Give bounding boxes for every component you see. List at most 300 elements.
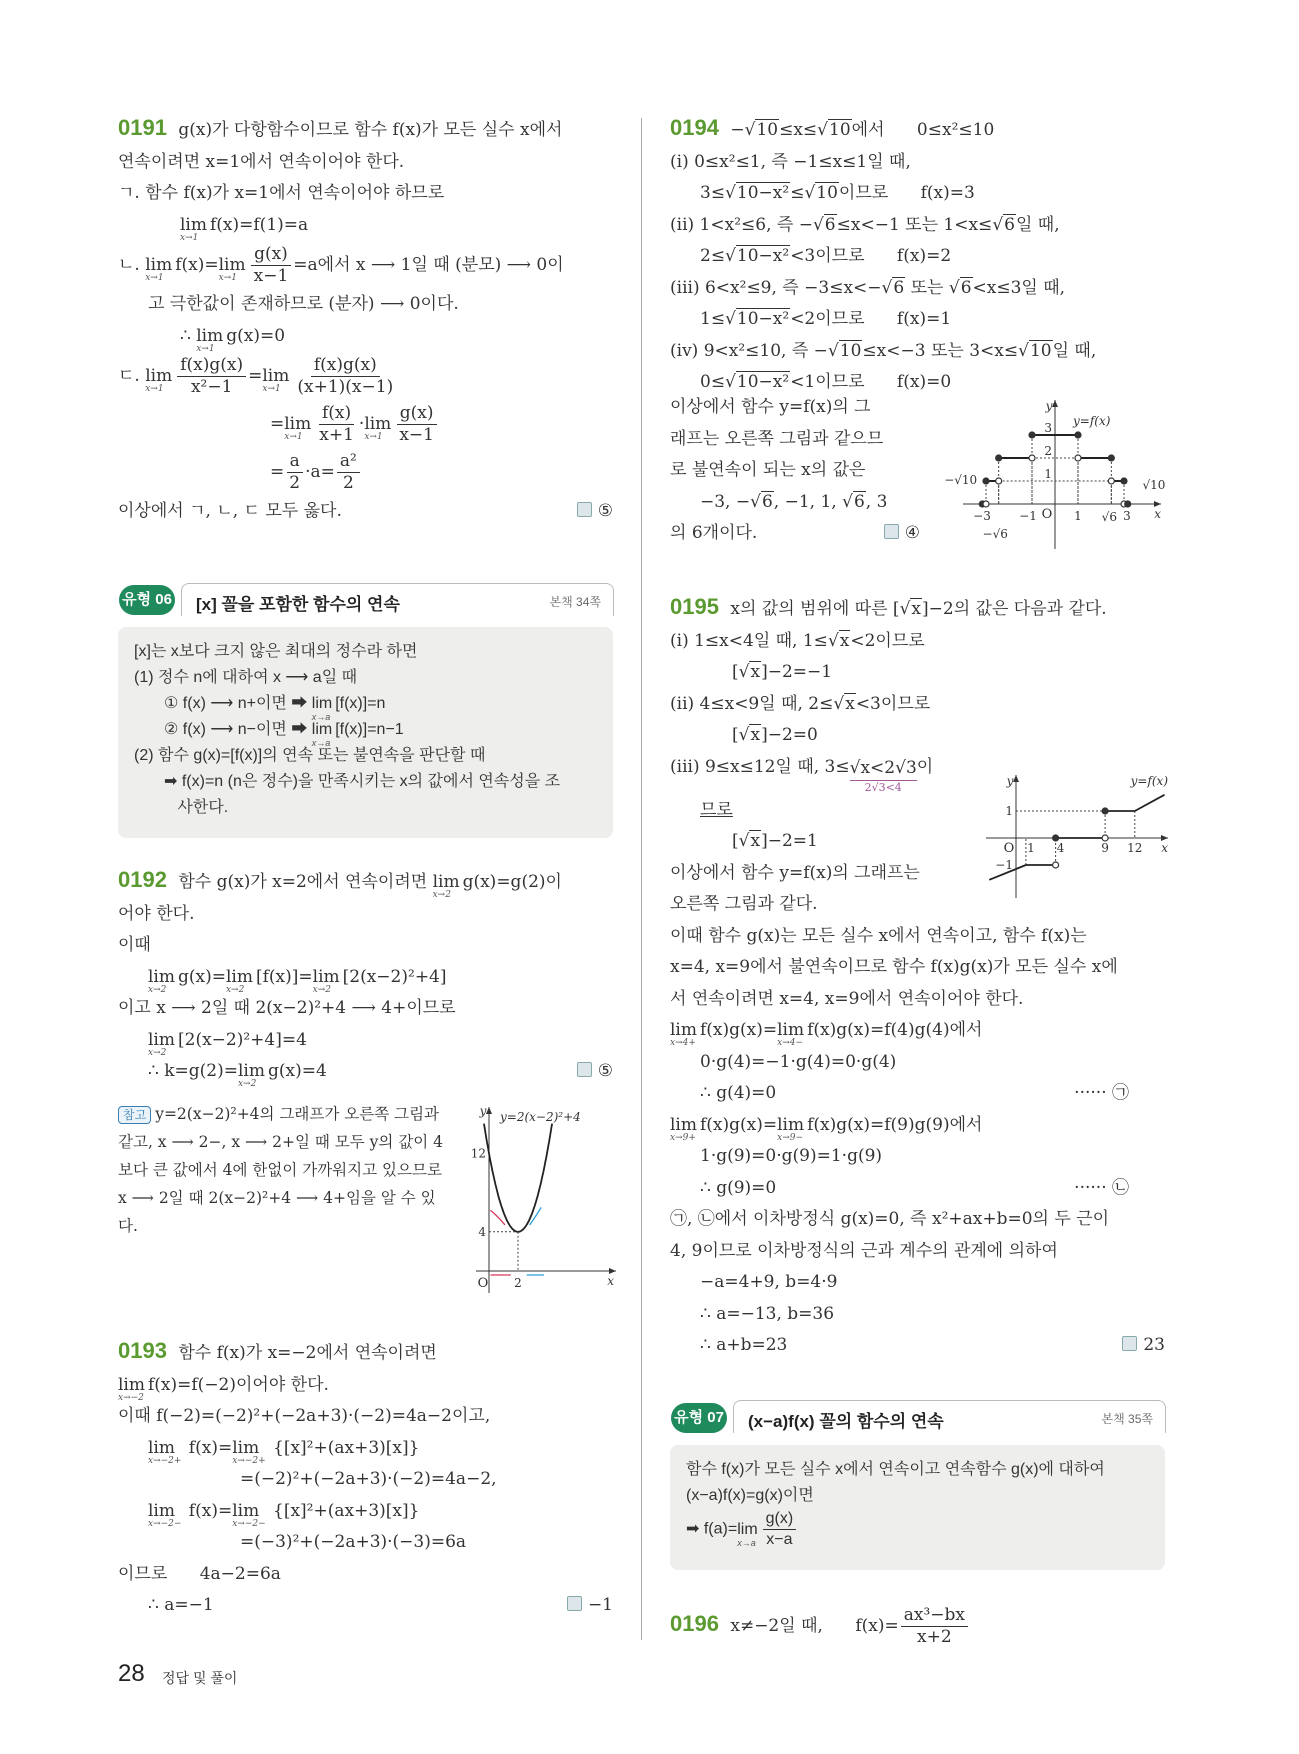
text-run: 오른쪽 그림과 같다. — [670, 894, 818, 914]
type-07-badge: 유형 07 — [671, 1403, 727, 1433]
limit-subscript: x→9+ — [670, 1132, 696, 1143]
graph-label-yfx: y=f(x) — [1130, 774, 1168, 788]
text-line — [670, 1110, 1165, 1142]
text-run: (iii) 6<x²≤9, 즉 −3≤x<− — [670, 277, 882, 298]
open-endpoint — [1053, 862, 1059, 868]
answer-label — [567, 1590, 613, 1622]
text-line — [118, 1212, 463, 1240]
text-run: ∴ — [180, 325, 197, 346]
text-line — [118, 930, 613, 962]
closed-endpoint — [1125, 501, 1131, 507]
radicand: 10 — [756, 120, 779, 140]
fraction — [396, 403, 437, 447]
text-run: 또는 — [905, 277, 949, 298]
text-run: 이때 f(−2)=(−2)²+(−2a+3)·(−2)=4a−2이고, — [118, 1406, 491, 1426]
type-06-page-ref: 본책 34쪽 — [549, 595, 601, 609]
text-run: x=4, x=9에서 불연속이므로 함수 f(x)g(x)가 모든 실수 x에 — [670, 957, 1118, 977]
text-line — [670, 626, 1165, 658]
x-tick-4: 4 — [1056, 841, 1065, 855]
text-run: x의 값의 범위에 따른 [ — [724, 599, 900, 619]
text-line — [670, 1267, 1165, 1299]
square-root — [828, 340, 862, 361]
answer-value: 23 — [1143, 1335, 1165, 1355]
text-run: 사한다. — [164, 799, 229, 816]
text-run: ➡ f(x)=n (n은 정수)을 만족시키는 x의 값에서 연속성을 조 — [164, 773, 561, 790]
text-run: (iii) 9≤x≤12일 때, 3≤ — [670, 756, 850, 777]
text-run: =(−2)²+(−2a+3)·(−2)=4a−2, — [240, 1469, 497, 1489]
text-run: , −1, 1, — [773, 491, 843, 512]
fraction — [337, 451, 360, 495]
text-run: 이상에서 함수 y=f(x)의 그 — [670, 397, 871, 417]
text-run: 같고, x ⟶ 2−, x ⟶ 2+일 때 모두 y의 값이 4 — [118, 1133, 444, 1151]
solution-0193 — [118, 1335, 613, 1622]
text-line — [670, 112, 1165, 147]
text-run: ② f(x) ⟶ n−이면 ➡ — [164, 721, 312, 738]
text-line — [670, 952, 1165, 984]
square-root — [1018, 340, 1052, 361]
text-run: 1·g(9)=0·g(9)=1·g(9) — [700, 1146, 883, 1166]
limit-subscript: x→2 — [312, 984, 331, 995]
limit-subscript: x→2 — [432, 890, 451, 900]
graph-label-yfx: y=f(x) — [1073, 414, 1111, 428]
denominator: x+1 — [319, 425, 354, 445]
text-run: g(x)=0 — [226, 325, 286, 346]
numerator: g(x) — [397, 403, 437, 425]
denominator: x²−1 — [190, 377, 233, 397]
text-run: ㄱ. 함수 f(x)가 x=1에서 연속이어야 하므로 — [118, 183, 445, 203]
text-run: ∴ g(4)=0 — [700, 1083, 777, 1103]
lim-word: lim — [225, 966, 253, 987]
text-run: 0·g(4)=−1·g(4)=0·g(4) — [700, 1051, 897, 1072]
lim-word: lim — [148, 1500, 175, 1521]
denominator: x−1 — [253, 266, 289, 286]
radicand: x — [750, 831, 761, 851]
text-run: g(x)= — [178, 966, 226, 987]
text-run: <x≤3일 때, — [972, 277, 1066, 298]
text-run: ∴ a=−13, b=36 — [700, 1303, 835, 1324]
problem-number: 0194 — [670, 115, 719, 140]
text-line — [670, 1078, 1165, 1110]
square-root — [949, 277, 973, 298]
text-line — [670, 424, 920, 456]
limit-subscript: x→1 — [364, 432, 383, 442]
text-run: 일 때, — [1015, 214, 1060, 235]
answer-icon — [567, 1596, 582, 1611]
origin-label: O — [1041, 507, 1053, 522]
text-run: 1≤ — [700, 309, 726, 329]
square-root — [739, 661, 761, 682]
text-run: [ — [732, 725, 739, 745]
y-axis-arrow-icon — [1052, 400, 1058, 407]
text-line — [118, 147, 613, 179]
column-divider — [641, 118, 642, 1640]
text-line — [118, 1433, 613, 1465]
text-run: 이때 — [118, 935, 151, 955]
type-07-summary-box — [670, 1445, 1165, 1570]
square-root — [817, 119, 851, 140]
limit-subscript: x→4− — [777, 1038, 804, 1048]
text-line — [118, 321, 613, 353]
problem-number: 0195 — [670, 594, 719, 619]
origin-label: O — [477, 1276, 489, 1291]
open-endpoint — [983, 501, 989, 507]
limit-subscript: x→−2 — [118, 1392, 144, 1403]
type-06-header — [181, 583, 614, 616]
graph-0194-step-function — [935, 398, 1167, 550]
text-run: [2(x−2)²+4] — [342, 966, 447, 987]
text-line — [670, 241, 1165, 273]
radicand: 6 — [761, 491, 773, 512]
square-root — [842, 491, 866, 512]
text-run: 이 — [916, 756, 934, 777]
lim-word: lim — [670, 1114, 697, 1135]
radicand: x — [911, 599, 922, 619]
answer-icon — [1122, 1336, 1137, 1351]
radicand: 6 — [960, 277, 972, 298]
limit-expression — [311, 721, 333, 748]
inequality-note: 2√3<4 — [864, 780, 902, 794]
text-run: f(x)g(x)=f(4)g(4)에서 — [807, 1020, 983, 1040]
text-line — [134, 795, 597, 821]
x-tick-sqrt10: √10 — [1142, 478, 1166, 492]
x-tick-2: 2 — [514, 1276, 522, 1290]
text-line — [134, 691, 597, 722]
text-line — [118, 352, 613, 400]
text-line — [134, 665, 597, 691]
text-run: − — [724, 120, 745, 140]
text-run: g(x)=4 — [267, 1061, 327, 1081]
limit-subscript: x→2 — [148, 1047, 167, 1058]
text-line — [118, 899, 613, 931]
curve-label: y=2(x−2)²+4 — [500, 1110, 581, 1124]
x-axis-label: x — [607, 1274, 614, 1288]
radicand: x — [839, 630, 850, 651]
text-line — [670, 921, 1165, 953]
numerator: a — [287, 451, 303, 473]
lim-word: lim — [180, 214, 207, 235]
text-line — [670, 455, 920, 487]
square-root — [900, 598, 922, 619]
text-line — [118, 112, 613, 147]
open-endpoint — [1075, 455, 1081, 461]
limit-expression — [225, 966, 253, 995]
text-run: (i) 1≤x<4일 때, 1≤ — [670, 630, 828, 651]
square-root — [725, 182, 790, 203]
lim-word: lim — [145, 255, 173, 275]
limit-expression — [237, 1061, 265, 1089]
limit-expression — [262, 366, 290, 394]
square-root — [828, 630, 850, 651]
solution-0191 — [118, 112, 613, 528]
limit-expression — [777, 1114, 805, 1143]
radicand: 6 — [893, 277, 905, 298]
text-run: <3이므로 f(x)=2 — [790, 246, 952, 266]
radicand: x — [750, 725, 761, 745]
lim-word: lim — [232, 1437, 260, 1458]
y-tick-12: 12 — [470, 1146, 486, 1161]
limit-subscript: x→−2− — [148, 1518, 182, 1529]
answer-value: −1 — [587, 1595, 613, 1615]
text-run: 어야 한다. — [118, 903, 195, 924]
fraction — [286, 451, 303, 495]
parabola-curve — [484, 1124, 552, 1232]
radicand: 10 — [1029, 340, 1052, 361]
text-run: ㄴ. — [118, 255, 146, 275]
text-run: [ — [732, 662, 739, 682]
text-run: 함수 f(x)가 모든 실수 x에서 연속이고 연속함수 g(x)에 대하여 — [686, 1461, 1105, 1478]
limit-subscript: x→1 — [145, 384, 164, 394]
text-run: ∴ a=−1 — [148, 1595, 214, 1615]
answer-icon — [577, 502, 592, 517]
text-run: 4, 9이므로 이차방정식의 근과 계수의 관계에 의하여 — [670, 1240, 1058, 1261]
text-line — [118, 448, 613, 496]
radicand: 10 — [839, 340, 862, 361]
radicand: 6 — [824, 214, 836, 235]
text-run: = — [270, 462, 285, 482]
lim-word: lim — [148, 1029, 175, 1050]
numerator: a² — [337, 451, 360, 473]
x-tick-sqrt6: √6 — [1101, 510, 1117, 524]
text-run: <2이므로 — [850, 630, 925, 651]
text-run: =(−3)²+(−2a+3)·(−3)=6a — [240, 1532, 467, 1552]
text-run: <1이므로 f(x)=0 — [790, 372, 952, 392]
text-run: 고 극한값이 존재하므로 (분자) ⟶ 0이다. — [148, 294, 459, 314]
text-line — [134, 639, 597, 665]
answer-label — [1122, 1330, 1165, 1362]
answer-label — [577, 496, 613, 528]
limit-subscript: x→a — [737, 1537, 756, 1548]
y-axis-arrow-icon — [486, 1107, 492, 1114]
text-run: = — [248, 366, 263, 386]
y-axis-label: y — [1045, 399, 1053, 413]
numerator: f(x)g(x) — [311, 355, 380, 377]
radicand: 10−x² — [736, 372, 790, 392]
solution-0194-conclusion — [670, 392, 920, 550]
closed-endpoint — [1108, 455, 1114, 461]
origin-label: O — [1003, 841, 1015, 856]
numerator: ax³−bx — [901, 1605, 968, 1627]
square-root — [813, 214, 837, 235]
limit-subscript: x→a — [311, 738, 331, 748]
limit-expression — [232, 1437, 266, 1466]
text-run: [f(x)]= — [255, 966, 313, 987]
text-run: (x−a)f(x)=g(x)이면 — [686, 1487, 814, 1504]
inequality: √x<2√3 — [850, 756, 917, 781]
x-tick-9: 9 — [1101, 841, 1109, 855]
text-line — [670, 1236, 1165, 1268]
square-root — [992, 214, 1016, 235]
numerator: g(x) — [763, 1509, 797, 1530]
text-run: g(x)가 다항함수이므로 함수 f(x)가 모든 실수 x에서 — [172, 120, 563, 140]
answer-label — [884, 518, 920, 550]
limit-subscript: x→1 — [145, 273, 164, 283]
limit-subscript: x→2 — [148, 984, 167, 995]
closed-endpoint — [983, 478, 989, 484]
text-run: 이고 x ⟶ 2일 때 2(x−2)²+4 ⟶ 4+이므로 — [118, 998, 456, 1018]
text-run: ]−2=−1 — [761, 662, 833, 682]
text-line — [118, 1156, 463, 1184]
text-line — [134, 769, 597, 795]
limit-expression — [145, 255, 173, 283]
answer-value: ⑤ — [597, 1061, 613, 1081]
limit-expression — [670, 1114, 697, 1143]
text-run: ≤x<−3 또는 3<x≤ — [862, 340, 1019, 361]
y-tick-minus-1: −1 — [995, 858, 1013, 872]
text-run: f(x)= — [178, 1437, 233, 1458]
text-line — [118, 178, 613, 210]
text-line — [118, 962, 613, 994]
text-line — [686, 1457, 1149, 1483]
radicand: x — [750, 662, 761, 682]
limit-subscript: x→1 — [262, 384, 281, 394]
text-run: f(x)=f(−2)이어야 한다. — [148, 1374, 329, 1395]
text-line — [118, 1184, 463, 1212]
square-root — [739, 830, 761, 851]
radicand: 6 — [853, 491, 865, 512]
text-line — [670, 178, 1165, 210]
text-run: ≤x<−1 또는 1<x≤ — [836, 214, 993, 235]
text-run: ≤ — [790, 183, 805, 203]
problem-number: 0192 — [118, 867, 167, 892]
x-tick-minus-sqrt6: −√6 — [982, 527, 1008, 541]
text-line — [670, 210, 1165, 242]
text-run: {[x]²+(ax+3)[x]} — [262, 1500, 420, 1521]
text-run: 3≤ — [700, 183, 726, 203]
square-root — [882, 277, 906, 298]
limit-expression — [670, 1020, 697, 1048]
text-line — [118, 1100, 463, 1128]
limit-subscript: x→4+ — [670, 1038, 696, 1048]
text-run: <3이므로 — [855, 693, 931, 714]
limit-expression — [148, 966, 175, 995]
text-run: y=2(x−2)²+4의 그래프가 오른쪽 그림과 — [155, 1105, 440, 1123]
lim-word: lim — [237, 1061, 265, 1081]
denominator: x+2 — [917, 1627, 952, 1647]
text-line — [118, 1527, 613, 1559]
text-run: 에서 0≤x²≤10 — [851, 120, 995, 140]
lim-word: lim — [262, 366, 290, 386]
text-line — [134, 717, 597, 748]
limit-subscript: x→9− — [777, 1132, 804, 1143]
text-line — [118, 1056, 613, 1088]
text-line — [134, 743, 597, 769]
text-run: g(x)=g(2)이 — [462, 872, 562, 892]
type-06-badge: 유형 06 — [119, 585, 175, 615]
x-tick-minus-sqrt10: −√10 — [944, 473, 978, 487]
y-tick-1: 1 — [1005, 804, 1013, 818]
lim-word: lim — [777, 1114, 805, 1135]
closed-endpoint — [996, 455, 1002, 461]
solution-0194 — [670, 112, 1165, 399]
text-run: ∴ g(9)=0 — [700, 1177, 777, 1198]
y-axis-label: y — [1006, 774, 1014, 788]
y-axis-label: y — [479, 1104, 487, 1118]
x-tick-12: 12 — [1127, 841, 1143, 855]
closed-endpoint — [1029, 432, 1035, 438]
limit-expression — [737, 1520, 758, 1548]
text-line — [118, 993, 613, 1025]
text-line — [118, 1496, 613, 1528]
limit-expression — [196, 325, 224, 354]
fraction — [177, 355, 246, 399]
text-line — [670, 336, 1165, 368]
text-line — [670, 1047, 1165, 1079]
text-line — [118, 1335, 613, 1370]
text-run: [f(x)]=n — [335, 695, 386, 712]
problem-number: 0196 — [670, 1611, 719, 1636]
text-run: <2이므로 f(x)=1 — [790, 309, 952, 329]
limit-expression — [432, 872, 460, 900]
fraction — [294, 355, 396, 399]
denominator: (x+1)(x−1) — [297, 377, 394, 397]
text-line — [118, 1590, 613, 1622]
square-root — [739, 724, 761, 745]
radicand: 10−x² — [736, 309, 790, 329]
y-tick-1: 1 — [1044, 467, 1052, 481]
text-run: = — [270, 414, 285, 434]
text-run: 보다 큰 값에서 4에 한없이 가까워지고 있으므로 — [118, 1161, 442, 1179]
text-line — [118, 1559, 613, 1591]
text-run: 일 때, — [1052, 340, 1097, 361]
text-run: 이때 함수 g(x)는 모든 실수 x에서 연속이고, 함수 f(x)는 — [670, 925, 1087, 946]
limit-expression — [148, 1029, 175, 1058]
limit-subscript: x→−2− — [232, 1518, 266, 1529]
closed-endpoint — [1121, 478, 1127, 484]
x-axis-label: x — [1154, 507, 1161, 521]
equation-marker: ······ ㉠ — [1074, 1083, 1129, 1103]
answer-icon — [577, 1062, 592, 1077]
limit-expression — [311, 695, 333, 722]
radicand: 10 — [816, 183, 838, 203]
numerator: g(x) — [251, 244, 291, 266]
graph-0192-parabola — [470, 1103, 621, 1295]
text-run: (ii) 4≤x<9일 때, 2≤ — [670, 693, 834, 714]
text-run: ➡ f(a)= — [686, 1520, 738, 1538]
annotated-inequality — [850, 752, 917, 795]
square-root — [725, 245, 790, 266]
fraction — [251, 244, 292, 288]
lim-word: lim — [148, 966, 175, 987]
answer-icon — [884, 524, 899, 539]
text-run: [f(x)]=n−1 — [335, 721, 404, 738]
text-run: −3, − — [700, 491, 751, 512]
limit-expression — [148, 1500, 182, 1529]
limit-subscript: x→−2+ — [148, 1455, 182, 1466]
text-run: 의 6개이다. — [670, 523, 758, 543]
text-run: f(x)g(x)= — [700, 1114, 778, 1135]
limit-expression — [180, 214, 207, 243]
text-run: 이상에서 ㄱ, ㄴ, ㄷ 모두 옳다. — [118, 501, 342, 521]
open-endpoint — [1108, 478, 1114, 484]
answer-value: ④ — [904, 523, 920, 543]
radicand: 10−x² — [736, 246, 790, 266]
denominator: x−1 — [399, 425, 434, 445]
radicand: 10−x² — [736, 183, 790, 203]
type-06-title: [x] 꼴을 포함한 함수의 연속 — [196, 595, 400, 614]
text-run: [ — [732, 831, 739, 851]
text-line — [118, 496, 613, 528]
text-line — [670, 147, 1165, 179]
text-run: 2≤ — [700, 246, 726, 266]
lim-word: lim — [777, 1020, 805, 1040]
y-tick-4: 4 — [478, 1224, 486, 1239]
limit-subscript: x→1 — [284, 432, 303, 442]
graph-0195-step-function — [986, 773, 1170, 899]
text-run: {[x]²+(ax+3)[x]} — [262, 1437, 420, 1458]
limit-expression — [218, 255, 246, 283]
text-line — [118, 1128, 463, 1156]
text-run: f(x)=f(1)=a — [210, 214, 309, 235]
